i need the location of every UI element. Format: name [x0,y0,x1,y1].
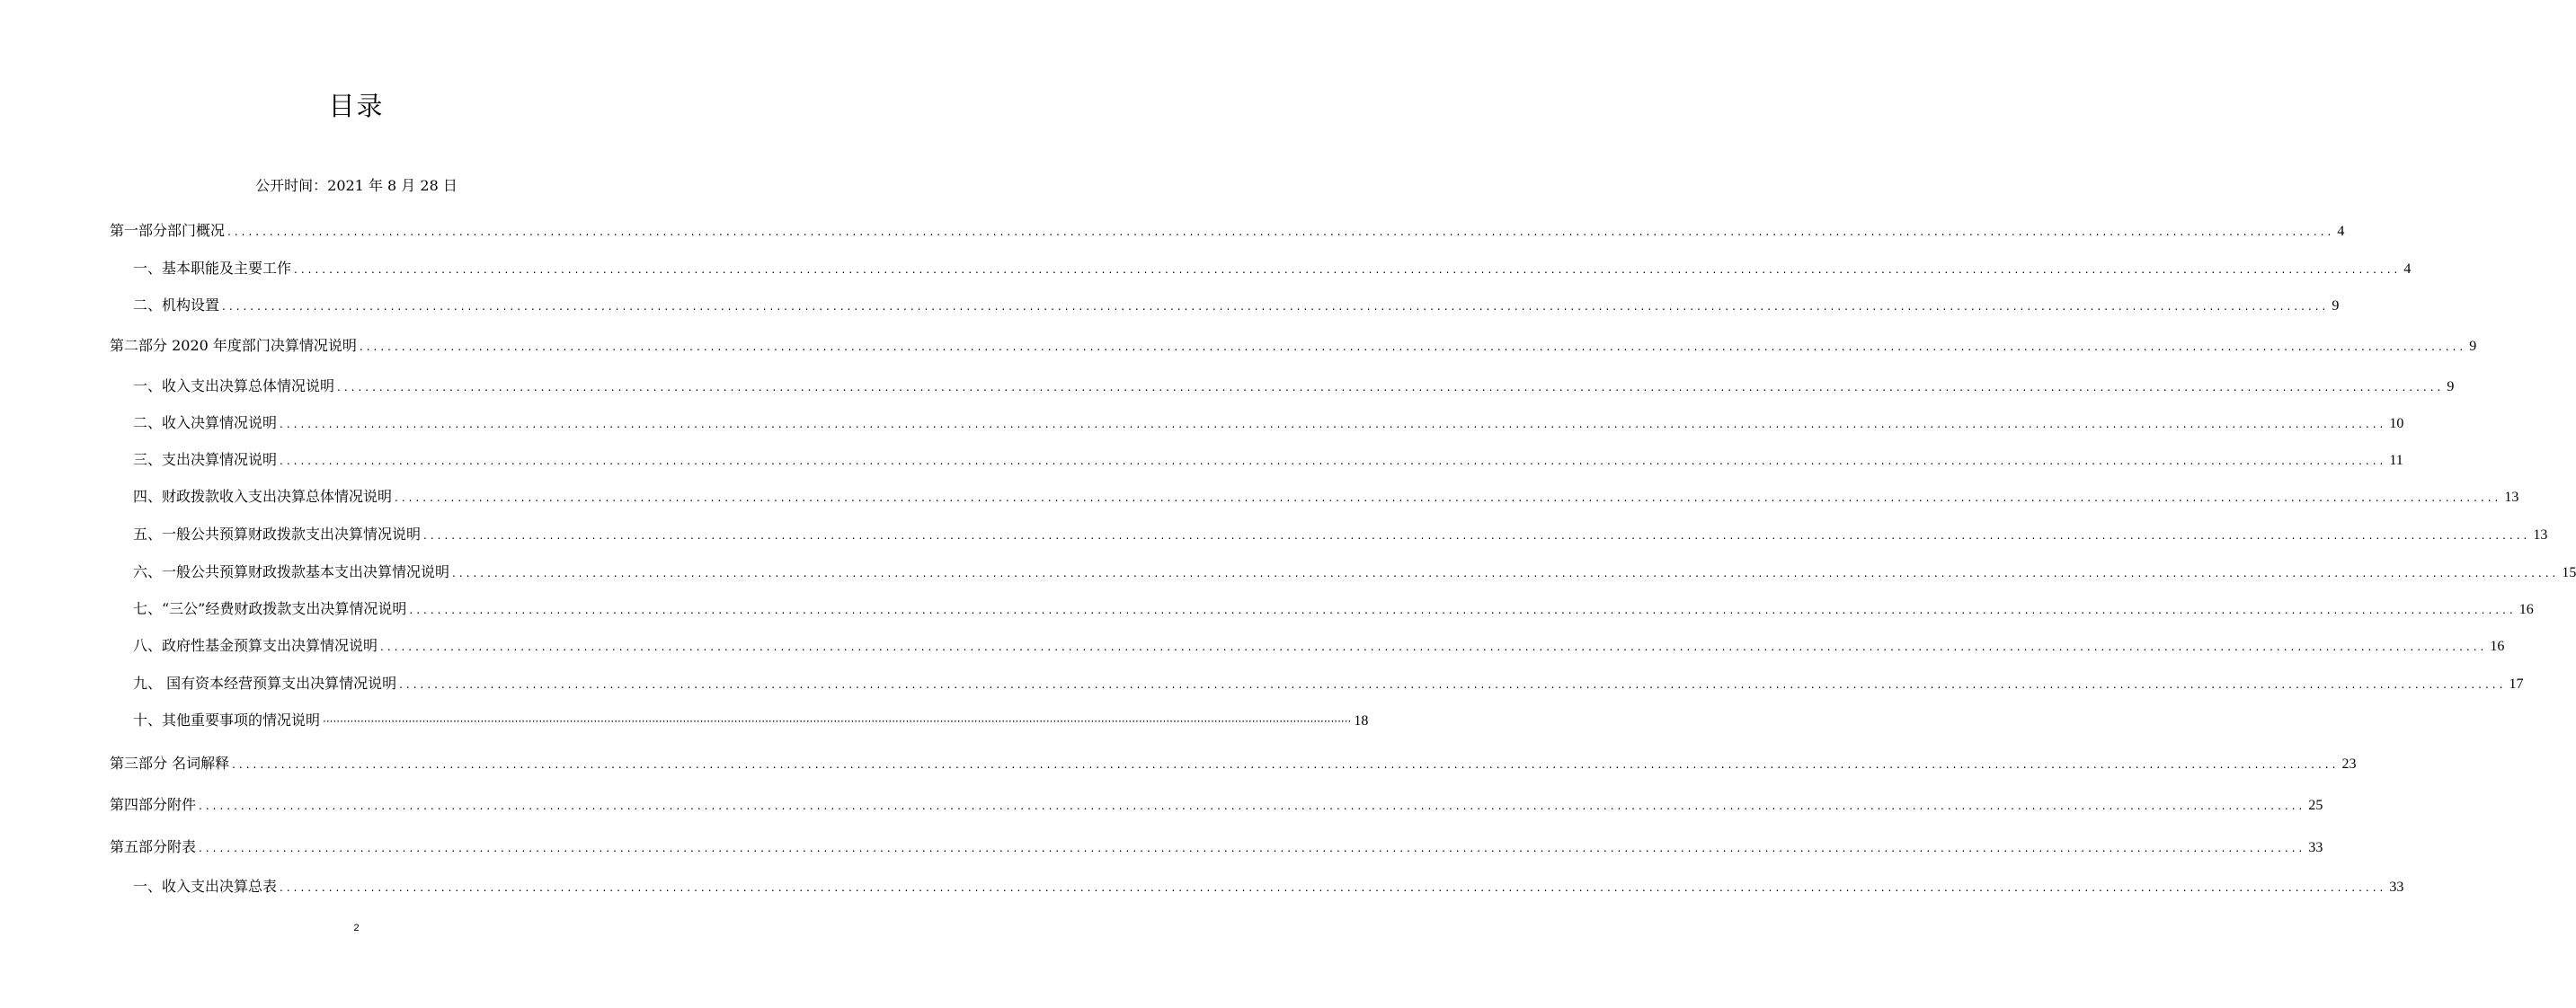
toc-entry[interactable] [133,257,2412,280]
toc-entry-label: 八、政府性基金预算支出决算情况说明 [133,637,378,654]
toc-dot-leader: ............................................................................................................................................................................................................................................................................................................ [399,678,2507,691]
toc-entry[interactable] [110,219,2345,243]
toc-entry-label: 第二部分 2020 年度部门决算情况说明 [110,337,357,354]
toc-entry-label: 第四部分附件 [110,796,197,813]
toc-entry-page: 9 [2332,298,2340,314]
toc-dot-leader: ············································································································································································································································································································ [323,715,1352,728]
toc-dot-leader: ............................................................................................................................................................................................................................................................................................................ [280,881,2387,894]
toc-entry[interactable] [110,752,2357,775]
toc-entry-label: 第五部分附表 [110,838,197,855]
toc-entry-page: 10 [2389,416,2404,431]
toc-dot-leader: ............................................................................................................................................................................................................................................................................................................ [280,418,2387,430]
toc-entry-page: 17 [2509,676,2524,692]
toc-entry-label: 四、财政拨款收入支出决算总体情况说明 [133,488,393,505]
toc-entry-page: 9 [2469,339,2477,354]
toc-dot-leader: ............................................................................................................................................................................................................................................................................................................ [280,455,2387,467]
toc-entry-label: 七、“三公”经费财政拨款支出决算情况说明 [133,600,407,617]
toc-entry[interactable] [133,411,2404,435]
toc-entry-page: 4 [2403,261,2412,277]
toc-dot-leader: ............................................................................................................................................................................................................................................................................................................ [337,381,2445,393]
toc-entry-page: 16 [2490,639,2505,654]
toc-dot-leader: ............................................................................................................................................................................................................................................................................................................ [294,263,2402,276]
toc-entry-page: 23 [2341,756,2357,772]
toc-entry-page: 13 [2504,490,2519,505]
toc-entry[interactable] [133,634,2505,658]
toc-dot-leader: ............................................................................................................................................................................................................................................................................................................ [452,567,2560,579]
toc-entry[interactable] [110,334,2477,358]
toc-entry-page: 25 [2308,798,2323,813]
toc-dot-leader: ............................................................................................................................................................................................................................................................................................................ [227,225,2335,238]
toc-dot-leader: ............................................................................................................................................................................................................................................................................................................ [395,491,2502,504]
toc-entry[interactable] [110,793,2323,817]
toc-entry-page: 16 [2518,602,2534,617]
toc-dot-leader: ............................................................................................................................................................................................................................................................................................................ [199,842,2306,854]
toc-entry[interactable] [133,672,2524,695]
toc-entry[interactable] [133,375,2455,398]
toc-dot-leader: ............................................................................................................................................................................................................................................................................................................ [199,800,2306,812]
toc-entry-label: 十、其他重要事项的情况说明 [133,712,321,729]
toc-entry-label: 一、基本职能及主要工作 [133,260,292,277]
publish-date: 公开时间：2021 年 8 月 28 日 [255,177,457,194]
toc-dot-leader: ............................................................................................................................................................................................................................................................................................................ [359,340,2467,353]
toc-entry[interactable] [133,448,2403,472]
toc-entry-page: 9 [2447,379,2455,394]
toc-entry[interactable] [110,836,2323,859]
toc-dot-leader: ............................................................................................................................................................................................................................................................................................................ [409,604,2517,616]
toc-entry-label: 二、机构设置 [133,296,220,314]
toc-entry[interactable] [133,523,2548,546]
toc-entry[interactable] [133,294,2340,317]
toc-entry-page: 4 [2337,224,2345,239]
toc-entry-label: 六、一般公共预算财政拨款基本支出决算情况说明 [133,563,450,580]
toc-entry-label: 九、 国有资本经营预算支出决算情况说明 [133,675,397,692]
toc-entry[interactable] [133,875,2404,898]
toc-entry-label: 二、收入决算情况说明 [133,414,278,431]
toc-entry-page: 13 [2533,527,2548,543]
toc-entry-label: 一、收入支出决算总体情况说明 [133,377,335,394]
toc-entry-page: 33 [2308,840,2323,855]
toc-entry-page: 15 [2562,565,2576,580]
toc-entry[interactable] [133,597,2534,621]
toc-entry-page: 33 [2389,880,2404,895]
toc-dot-leader: ............................................................................................................................................................................................................................................................................................................ [380,641,2488,653]
toc-entry-label: 一、收入支出决算总表 [133,878,278,895]
document-title: 目录 [328,91,385,121]
toc-entry-label: 五、一般公共预算财政拨款支出决算情况说明 [133,526,422,543]
toc-entry-page: 11 [2389,453,2403,468]
toc-entry-label: 三、支出决算情况说明 [133,451,278,468]
toc-entry[interactable] [133,485,2519,508]
toc-dot-leader: ............................................................................................................................................................................................................................................................................................................ [232,758,2340,771]
toc-dot-leader: ............................................................................................................................................................................................................................................................................................................ [423,529,2531,542]
footer-page-number: 2 [353,923,360,933]
toc-entry-page: 18 [1354,713,1369,729]
toc-dot-leader: ............................................................................................................................................................................................................................................................................................................ [222,300,2330,313]
toc-entry-label: 第三部分 名词解释 [110,755,230,772]
toc-entry[interactable] [133,709,1369,732]
toc-entry-label: 第一部分部门概况 [110,222,226,239]
toc-entry[interactable] [133,561,2576,584]
